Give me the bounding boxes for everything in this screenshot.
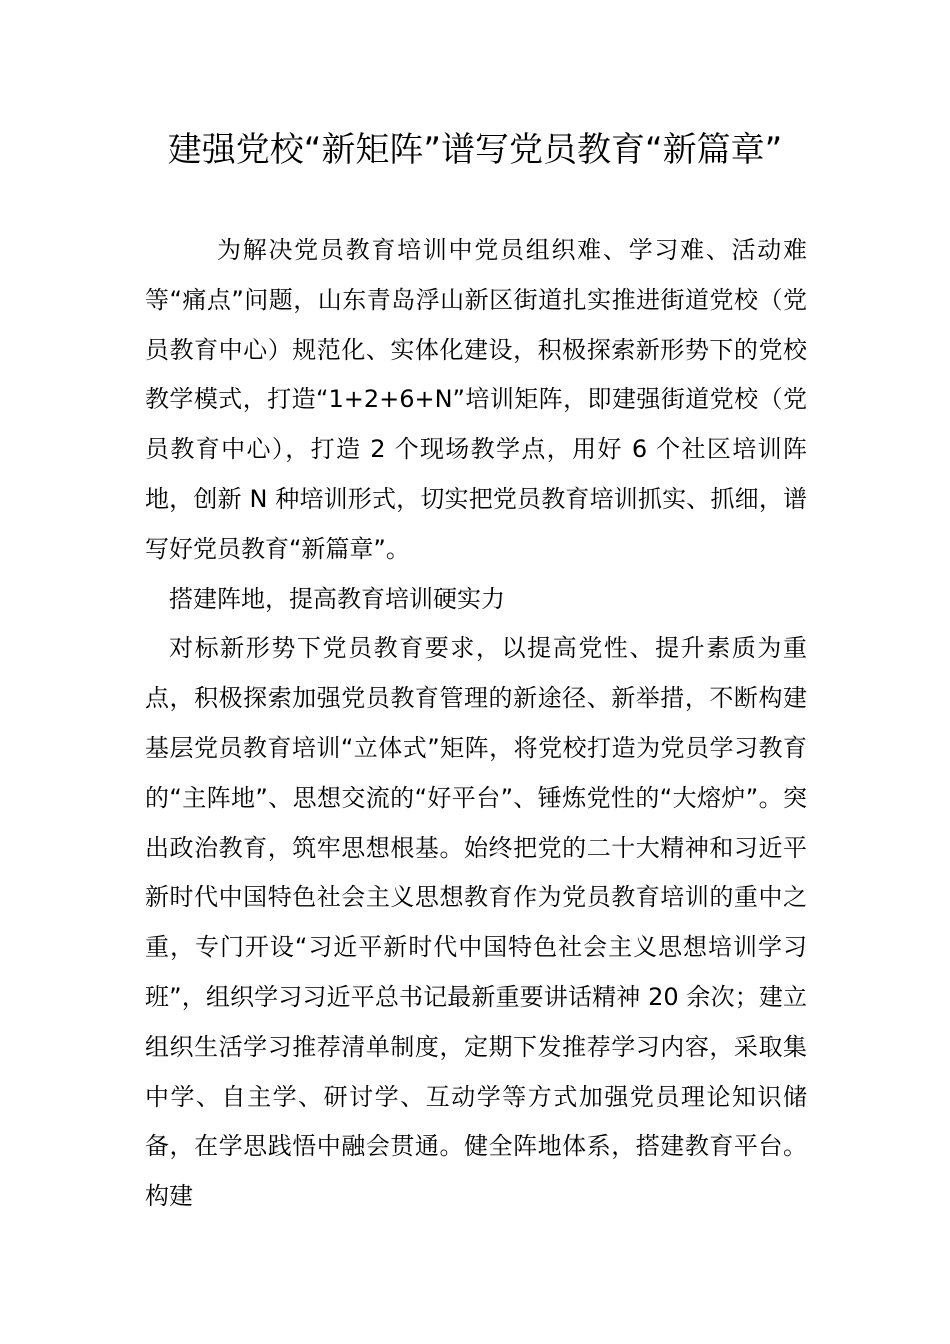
document-body bbox=[145, 226, 807, 1222]
section-heading: 搭建阵地，提高教育培训硬实力 bbox=[169, 584, 505, 613]
paragraph-section-body: 对标新形势下党员教育要求，以提高党性、提升素质为重点，积极探索加强党员教育管理的新途径、新举措，不断构建基层党员教育培训“立体式”矩阵，将党校打造为党员学习教育的“主阵地”、思想交流的“好平台”、锤炼党性的“大熔炉”。突出政治教育，筑牢思想根基。始终把党的二十大精神和习近平新时代中国特色社会主义思想教育作为党员教育培训的重中之重，专门开设“习近平新时代中国特色社会主义思想培训学习班”，组织学习习近平总书记最新重要讲话精神 20 余次；建立组织生活学习推荐清单制度，定期下发推荐学习内容，采取集中学、自主学、研讨学、互动学等方式加强党员理论知识储备，在学思践悟中融会贯通。健全阵地体系，搭建教育平台。构建 bbox=[145, 634, 807, 1211]
paragraph-intro: 为解决党员教育培训中党员组织难、学习难、活动难等“痛点”问题，山东青岛浮山新区街道扎实推进街道党校（党员教育中心）规范化、实体化建设，积极探索新形势下的党校教学模式，打造“1+2+6+N”培训矩阵，即建强街道党校（党员教育中心），打造 2 个现场教学点，用好 6 个社区培训阵地，创新 N 种培训形式，切实把党员教育培训抓实、抓细，谱写好党员教育“新篇章”。 bbox=[145, 236, 807, 563]
document-title: 建强党校“新矩阵”谱写党员教育“新篇章” bbox=[167, 130, 783, 170]
